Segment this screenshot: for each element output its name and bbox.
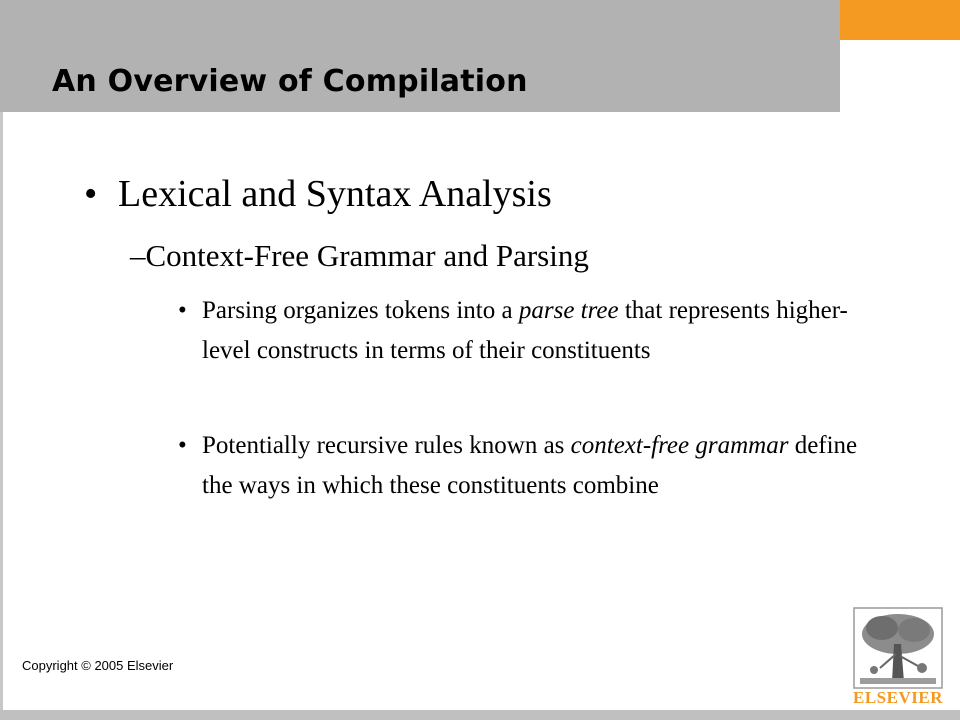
level1-text: Lexical and Syntax Analysis bbox=[118, 173, 552, 215]
bullet-dot: • bbox=[178, 432, 187, 459]
elsevier-logo bbox=[846, 606, 950, 710]
bullet-point-grammar bbox=[178, 426, 858, 506]
accent-block bbox=[840, 0, 960, 40]
point-text-start: Potentially recursive rules known as bbox=[202, 432, 571, 459]
bullet-dot: • bbox=[178, 297, 187, 324]
point-text-end: define the ways in which these constituents combine bbox=[202, 432, 858, 499]
left-border bbox=[0, 112, 3, 710]
bullet-point-parsing bbox=[178, 291, 858, 371]
tree-icon bbox=[846, 606, 950, 690]
level2-text: Context-Free Grammar and Parsing bbox=[145, 238, 589, 273]
emphasis-term: context-free grammar bbox=[570, 432, 789, 459]
emphasis-term: parse tree bbox=[518, 297, 619, 324]
bullet-level2 bbox=[130, 238, 589, 274]
copyright-notice: Copyright © 2005 Elsevier bbox=[22, 658, 174, 673]
bottom-bar bbox=[0, 710, 960, 720]
dash-glyph: – bbox=[130, 238, 146, 273]
bullet-level1 bbox=[84, 172, 552, 216]
point-text-start: Parsing organizes tokens into a bbox=[202, 297, 519, 324]
point-text bbox=[202, 291, 858, 371]
bullet-dot: • bbox=[84, 173, 98, 215]
slide-title: An Overview of Compilation bbox=[52, 64, 528, 99]
point-text-end: that represents higher-level constructs in terms of their constituents bbox=[202, 297, 848, 364]
point-text bbox=[202, 426, 858, 506]
logo-wordmark: ELSEVIER bbox=[853, 688, 943, 707]
